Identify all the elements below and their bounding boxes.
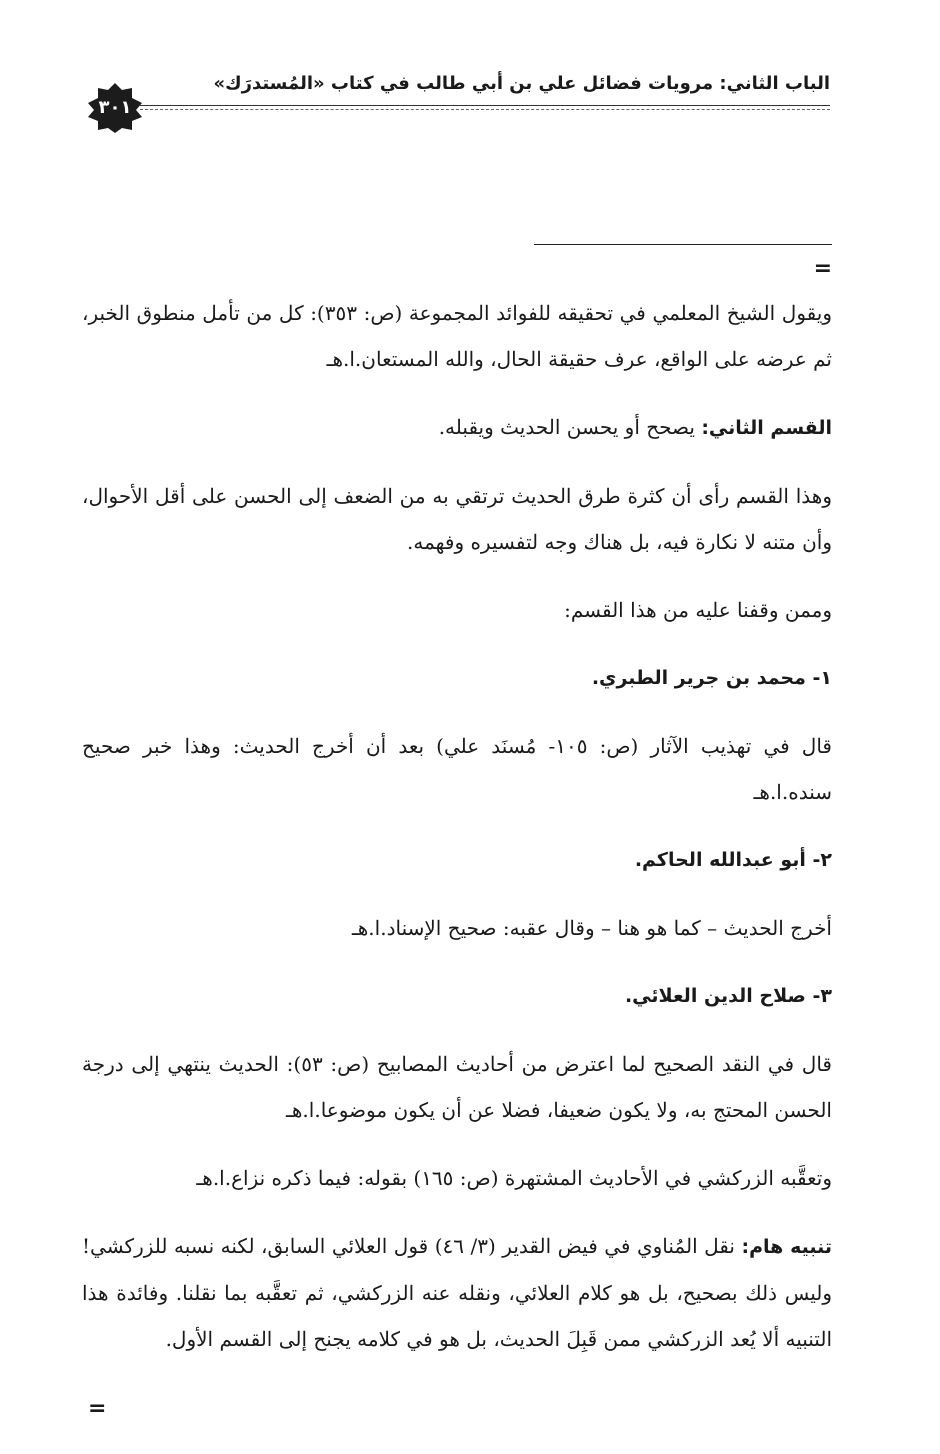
section-heading: ١- محمد بن جرير الطبري. <box>591 667 832 689</box>
paragraph: وهذا القسم رأى أن كثرة طرق الحديث ترتقي به من الضعف إلى الحسن على أقل الأحوال، وأن متنه لا نكارة فيه، بل هناك وجه لتفسيره وفهمه. <box>82 484 832 554</box>
paragraph-lead: القسم الثاني: <box>701 417 832 439</box>
header-rule <box>140 105 830 106</box>
continued-mark-top: = <box>813 256 832 281</box>
paragraph: وتعقَّبه الزركشي في الأحاديث المشتهرة (ص: ١٦٥) بقوله: فيما ذكره نزاع.ا.هـ <box>196 1166 832 1190</box>
paragraph-lead: تنبيه هام: <box>741 1236 832 1258</box>
header-rule-dashed <box>140 109 830 110</box>
paragraph: تنبيه هام: نقل المُناوي في فيض القدير (٣/ ٤٦) قول العلائي السابق، لكنه نسبه للزركشي! وليس ذلك بصحيح، بل هو كلام العلائي، ونقله عنه الزركشي، ثم تعقَّبه بما نقلنا. وفائدة هذا التنبيه ألا يُعد الزركشي ممن قَبِلَ الحديث، بل هو في كلامه يجنح إلى القسم الأول. <box>82 1234 832 1351</box>
paragraph: قال في النقد الصحيح لما اعترض من أحاديث المصابيح (ص: ٥٣): الحديث ينتهي إلى درجة الحسن المحتج به، ولا يكون ضعيفا، فضلا عن أن يكون موضوعا.ا.هـ <box>82 1052 832 1122</box>
continued-mark-bottom: = <box>88 1396 107 1421</box>
page-number-badge <box>86 83 144 133</box>
section-heading: ٢- أبو عبدالله الحاكم. <box>634 849 832 871</box>
section-heading: ٣- صلاح الدين العلائي. <box>624 985 832 1007</box>
paragraph: القسم الثاني: يصحح أو يحسن الحديث ويقبله. <box>438 415 832 439</box>
running-header: الباب الثاني: مرويات فضائل علي بن أبي طالب في كتاب «المُستدرَك» <box>213 73 830 94</box>
paragraph: قال في تهذيب الآثار (ص: ١٠٥- مُسنَد علي) بعد أن أخرج الحديث: وهذا خبر صحيح سنده.ا.هـ <box>82 734 832 804</box>
paragraph: ويقول الشيخ المعلمي في تحقيقه للفوائد المجموعة (ص: ٣٥٣): كل من تأمل منطوق الخبر، ثم عرضه على الواقع، عرف حقيقة الحال، والله المستعان.ا.هـ <box>82 301 832 371</box>
footnote-separator <box>534 244 832 245</box>
paragraph: وممن وقفنا عليه من هذا القسم: <box>564 598 832 622</box>
body-text <box>82 290 832 1384</box>
page-number: ٣٠١ <box>98 97 132 118</box>
paragraph: أخرج الحديث – كما هو هنا – وقال عقبه: صحيح الإسناد.ا.هـ <box>351 916 832 940</box>
